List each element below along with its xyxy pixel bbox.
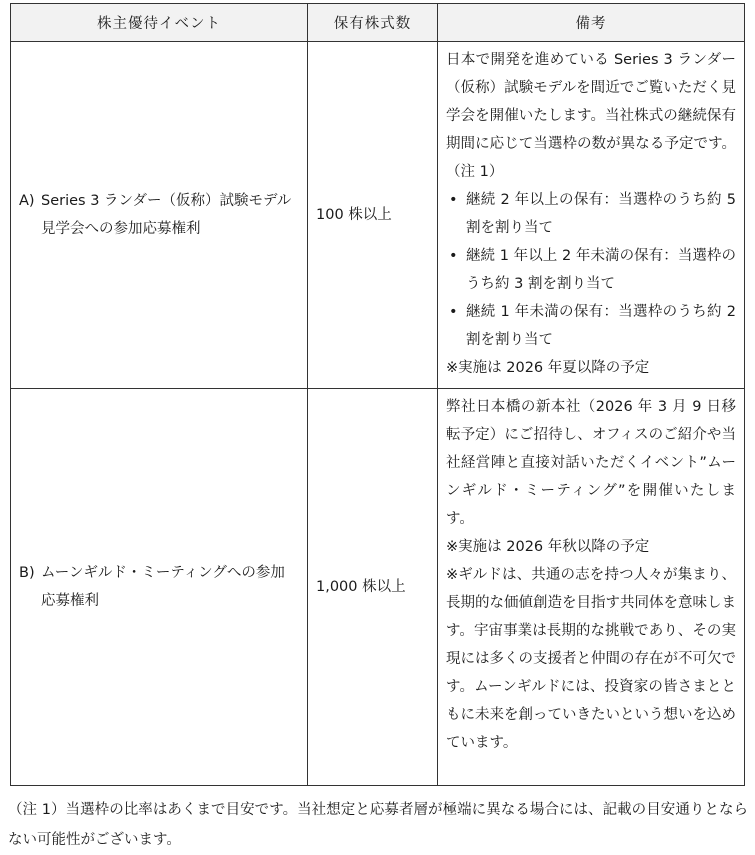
event-name: ムーンギルド・ミーティングへの参加応募権利 <box>41 565 285 609</box>
notes-cell <box>438 42 745 389</box>
event-name: Series 3 ランダー（仮称）試験モデル見学会への参加応募権利 <box>41 193 292 237</box>
bullet-icon: • <box>449 248 458 264</box>
header-event: 株主優待イベント <box>11 4 308 42</box>
header-notes: 備考 <box>438 4 745 42</box>
list-item-text: 継続 2 年以上の保有：当選枠のうち約 5 割を割り当て <box>466 192 736 236</box>
list-item-text: 継続 1 年未満の保有：当選枠のうち約 2 割を割り当て <box>466 304 736 348</box>
notes-remark: ※実施は 2026 年夏以降の予定 <box>446 360 650 376</box>
bullet-icon: • <box>449 304 458 320</box>
guild-note: ※ギルドは、共通の志を持つ人々が集まり、長期的な価値創造を目指す共同体を意味します。宇宙事業は長期的な挑戦であり、その実現には多くの支援者と仲間の存在が不可欠です。ムーンギルドには、投資家の皆さまとともに未来を創っていきたいという想いを込めています。 <box>446 567 736 751</box>
shares-cell: 1,000 株以上 <box>308 389 438 786</box>
list-item <box>446 242 736 298</box>
event-marker: A) <box>19 193 35 209</box>
notes-intro: 弊社日本橋の新本社（2026 年 3 月 9 日移転予定）にご招待し、オフィスのご紹介や当社経営陣と直接対話いただくイベント”ムーンギルド・ミーティング”を開催いたします。 <box>446 399 736 527</box>
list-item <box>446 186 736 242</box>
event-cell <box>11 389 308 786</box>
list-item-text: 継続 1 年以上 2 年未満の保有：当選枠のうち約 3 割を割り当て <box>466 248 736 292</box>
list-item <box>446 298 736 354</box>
shareholder-benefits-table <box>10 3 745 786</box>
table-row <box>11 42 745 389</box>
table-header-row <box>11 4 745 42</box>
allocation-list <box>446 186 736 354</box>
notes-intro: 日本で開発を進めている Series 3 ランダー（仮称）試験モデルを間近でご覧いただく見学会を開催いたします。当社株式の継続保有期間に応じて当選枠の数が異なる予定です。（注 1） <box>446 52 736 180</box>
table-row <box>11 389 745 786</box>
event-marker: B) <box>19 565 35 581</box>
event-cell <box>11 42 308 389</box>
bullet-icon: • <box>449 192 458 208</box>
notes-cell <box>438 389 745 786</box>
notes-remark: ※実施は 2026 年秋以降の予定 <box>446 539 650 555</box>
footnote: （注 1）当選枠の比率はあくまで目安です。当社想定と応募者層が極端に異なる場合には、記載の目安通りとならない可能性がございます。 <box>8 801 748 848</box>
header-shares: 保有株式数 <box>308 4 438 42</box>
shares-cell: 100 株以上 <box>308 42 438 389</box>
